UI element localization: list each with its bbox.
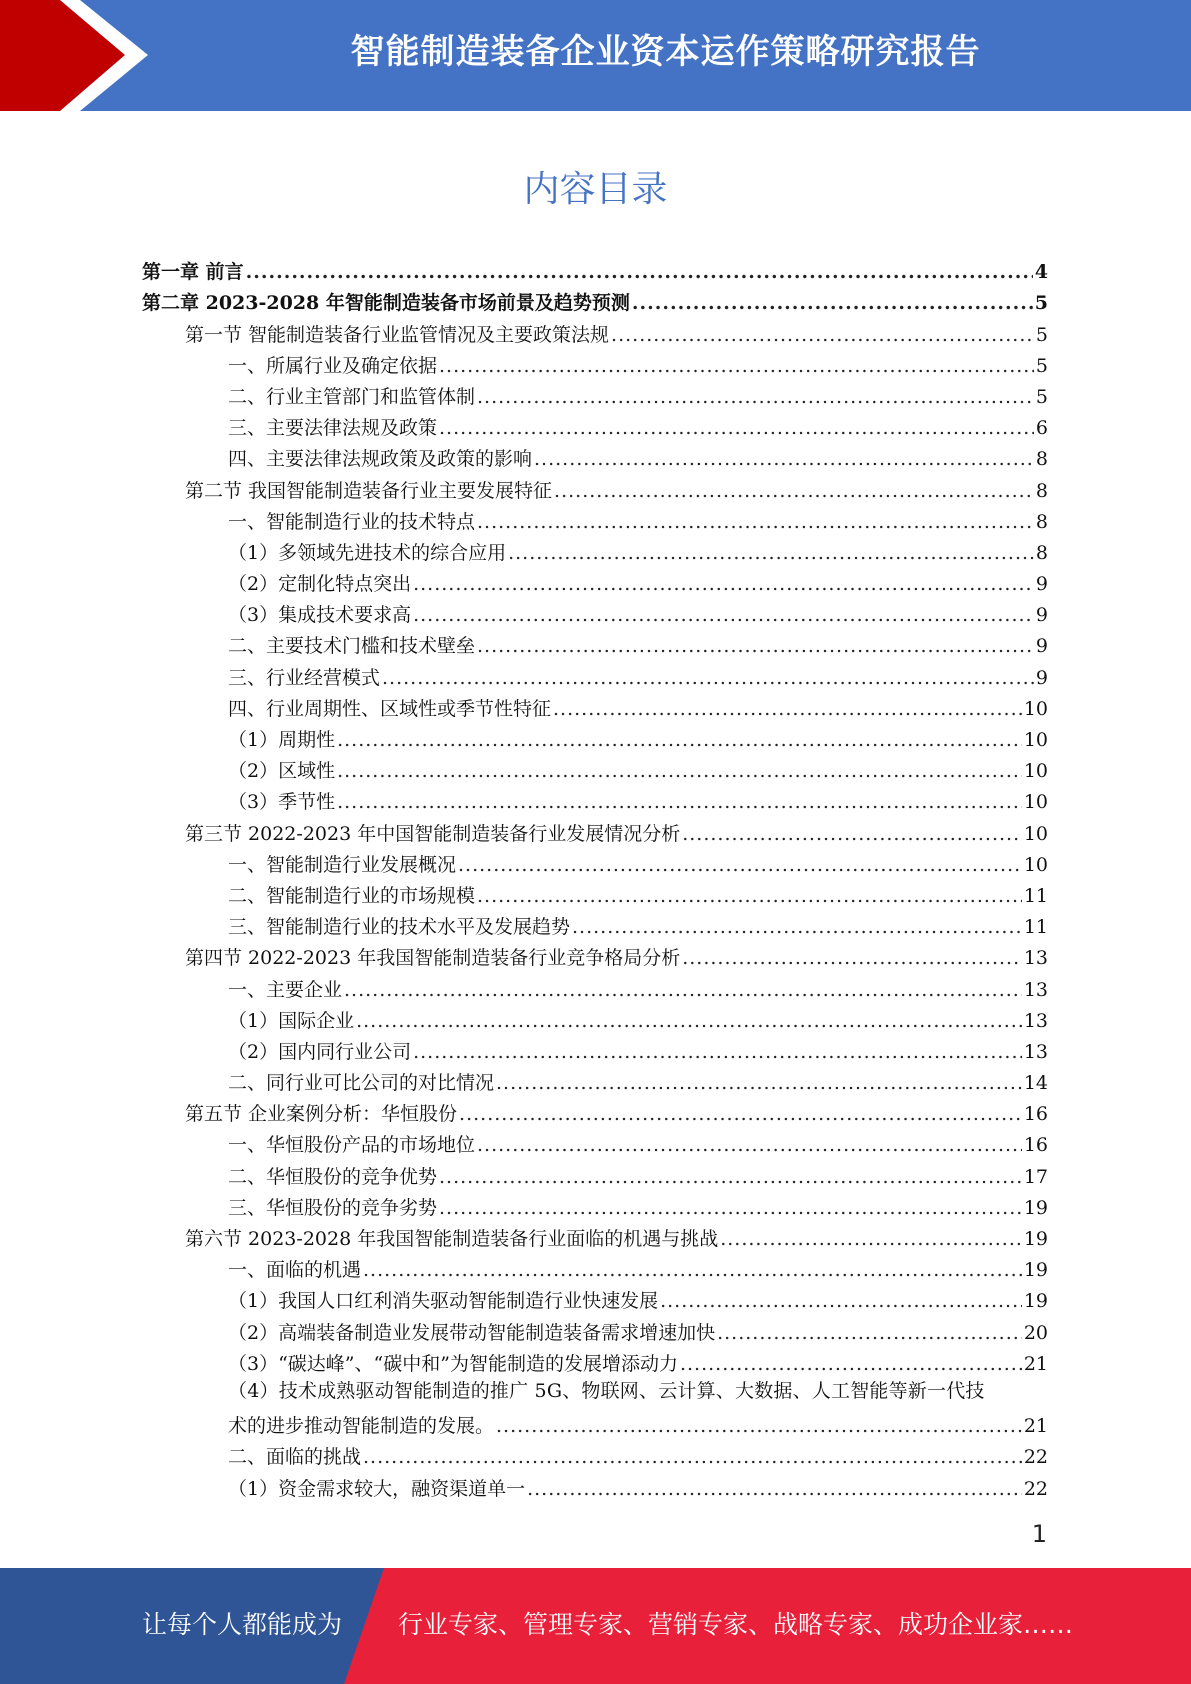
toc-entry[interactable] — [142, 1438, 1048, 1469]
toc-leader-dots — [534, 447, 1034, 471]
toc-entry[interactable] — [142, 846, 1048, 877]
toc-leader-dots — [477, 510, 1034, 534]
toc-leader-dots — [554, 479, 1034, 503]
toc-leader-dots — [660, 1289, 1022, 1313]
footer-slogan-left: 让每个人都能成为 — [142, 1610, 343, 1639]
toc-entry[interactable] — [142, 908, 1048, 939]
toc-entry[interactable] — [142, 1282, 1048, 1313]
toc-leader-dots — [413, 1040, 1022, 1064]
toc-page-number: 8 — [1035, 479, 1048, 502]
toc-entry-text: （1）周期性 — [228, 729, 336, 751]
toc-entry-text: 三、主要法律法规及政策 — [228, 417, 438, 440]
toc-page-number: 10 — [1023, 853, 1048, 876]
toc-page-number: 6 — [1035, 417, 1048, 440]
toc-page-number: 10 — [1023, 760, 1048, 783]
toc-entry-text: （1）国际企业 — [228, 1009, 355, 1032]
toc-page-number: 13 — [1023, 1009, 1048, 1032]
toc-leader-dots — [363, 1258, 1022, 1282]
toc-entry[interactable] — [142, 253, 1048, 284]
toc-page-number: 13 — [1023, 978, 1048, 1001]
toc-entry-text: 第五节 企业案例分析：华恒股份 — [185, 1103, 458, 1126]
toc-entry[interactable] — [142, 1095, 1048, 1126]
toc-entry-text: 第六节 2023-2028 年我国智能制造装备行业面临的机遇与挑战 — [185, 1228, 719, 1250]
toc-entry-text: （2）高端装备制造业发展带动智能制造装备需求增速加快 — [228, 1321, 716, 1344]
toc-entry[interactable] — [142, 1126, 1048, 1157]
toc-entry-text: 一、智能制造行业发展概况 — [228, 853, 457, 876]
toc-entry-text: （3）季节性 — [228, 791, 336, 814]
toc-entry-text: 一、智能制造行业的技术特点 — [228, 510, 476, 533]
toc-entry-text: 二、面临的挑战 — [228, 1446, 362, 1469]
toc-entry-text: 第四节 2022-2023 年我国智能制造装备行业竞争格局分析 — [185, 947, 681, 970]
toc-entry-text: （2）国内同行业公司 — [228, 1040, 412, 1063]
toc-page-number: 16 — [1023, 1103, 1048, 1126]
toc-leader-dots — [413, 572, 1034, 596]
toc-entry[interactable] — [142, 503, 1048, 534]
toc-leader-dots — [682, 822, 1022, 846]
toc-leader-dots — [477, 884, 1022, 908]
toc-leader-dots — [508, 541, 1034, 565]
toc-page-number: 8 — [1035, 541, 1048, 564]
toc-leader-dots — [337, 790, 1022, 814]
toc-page-number: 19 — [1023, 1259, 1048, 1282]
toc-entry[interactable] — [142, 1157, 1048, 1188]
toc-leader-dots — [572, 915, 1022, 939]
toc-entry[interactable] — [142, 939, 1048, 970]
toc-leader-dots — [527, 1477, 1022, 1501]
toc-entry-text: 二、华恒股份的竞争优势 — [228, 1165, 438, 1188]
toc-leader-dots — [246, 260, 1033, 284]
toc-leader-dots — [458, 853, 1022, 877]
toc-page-number: 21 — [1023, 1415, 1048, 1438]
report-title: 智能制造装备企业资本运作策略研究报告 — [350, 32, 981, 72]
toc-page-number: 22 — [1023, 1477, 1048, 1500]
toc-entry-text: 三、行业经营模式 — [228, 666, 381, 689]
toc-entry-text: （4）技术成熟驱动智能制造的推广 5G、物联网、云计算、大数据、人工智能等新一代技 — [228, 1379, 985, 1402]
toc-leader-dots — [682, 946, 1022, 970]
toc-page-number: 22 — [1023, 1446, 1048, 1469]
toc-page-number: 13 — [1023, 947, 1048, 970]
toc-page-number: 5 — [1035, 385, 1048, 408]
toc-entry[interactable] — [142, 783, 1048, 814]
toc-page-number: 8 — [1035, 510, 1048, 533]
toc-entry-text: 第一章 前言 — [142, 261, 244, 284]
toc-entry[interactable] — [142, 1376, 1048, 1438]
toc-leader-dots — [717, 1321, 1022, 1345]
toc-entry-text: 三、智能制造行业的技术水平及发展趋势 — [228, 916, 571, 939]
page-number: 1 — [1031, 1520, 1047, 1548]
header-arrow-icon — [0, 0, 220, 111]
toc-leader-dots — [363, 1445, 1022, 1469]
toc-page-number: 13 — [1023, 1040, 1048, 1063]
toc-page-number: 10 — [1023, 791, 1048, 814]
toc-entry[interactable] — [142, 284, 1048, 315]
toc-entry[interactable] — [142, 1220, 1048, 1251]
toc-entry-text: 三、华恒股份的竞争劣势 — [228, 1196, 438, 1219]
toc-page-number: 8 — [1035, 448, 1048, 471]
toc-leader-dots — [720, 1227, 1022, 1251]
toc-entry-text: 一、面临的机遇 — [228, 1259, 362, 1282]
toc-entry-text: （3）集成技术要求高 — [228, 604, 412, 627]
toc-entry[interactable] — [142, 690, 1048, 721]
toc-leader-dots — [439, 1165, 1022, 1189]
toc-entry[interactable] — [142, 752, 1048, 783]
toc-entry[interactable] — [142, 970, 1048, 1001]
toc-entry-text: 二、智能制造行业的市场规模 — [228, 884, 476, 907]
toc-page-number: 10 — [1023, 697, 1048, 720]
toc-entry[interactable] — [142, 877, 1048, 908]
header-banner — [0, 0, 1191, 111]
toc-entry[interactable] — [142, 440, 1048, 471]
toc-leader-dots — [356, 1009, 1022, 1033]
toc-entry[interactable] — [142, 1251, 1048, 1282]
toc-entry-text: 一、所属行业及确定依据 — [228, 354, 438, 377]
toc-entry[interactable] — [142, 814, 1048, 845]
toc-leader-dots — [477, 385, 1034, 409]
toc-entry[interactable] — [142, 721, 1048, 752]
toc-entry-text: 二、同行业可比公司的对比情况 — [228, 1072, 495, 1095]
toc-entry[interactable] — [142, 1033, 1048, 1064]
table-of-contents — [142, 253, 1048, 1501]
toc-entry-text-continued: 术的进步推动智能制造的发展。 — [228, 1415, 495, 1438]
toc-entry[interactable] — [142, 1313, 1048, 1344]
toc-entry-text: 四、行业周期性、区域性或季节性特征 — [228, 697, 552, 720]
toc-entry[interactable] — [142, 1469, 1048, 1500]
toc-entry[interactable] — [142, 347, 1048, 378]
toc-page-number: 19 — [1023, 1290, 1048, 1313]
toc-leader-dots — [496, 1071, 1022, 1095]
toc-leader-dots — [477, 1133, 1022, 1157]
toc-entry-text: （2）定制化特点突出 — [228, 573, 412, 596]
toc-entry[interactable] — [142, 1345, 1048, 1376]
toc-leader-dots — [337, 759, 1022, 783]
toc-page-number: 20 — [1023, 1321, 1048, 1344]
toc-page-number: 9 — [1035, 666, 1048, 689]
toc-entry-text: 第二节 我国智能制造装备行业主要发展特征 — [185, 479, 553, 502]
toc-leader-dots — [382, 666, 1034, 690]
toc-leader-dots — [439, 416, 1034, 440]
toc-entry[interactable] — [142, 409, 1048, 440]
toc-entry[interactable] — [142, 1189, 1048, 1220]
toc-leader-dots — [553, 697, 1022, 721]
toc-entry[interactable] — [142, 596, 1048, 627]
toc-leader-dots — [459, 1102, 1022, 1126]
footer-banner — [0, 1568, 1191, 1684]
toc-page-number: 14 — [1023, 1072, 1048, 1095]
toc-page-number: 21 — [1023, 1352, 1048, 1375]
toc-page-number: 9 — [1035, 635, 1048, 658]
toc-entry-text: 四、主要法律法规政策及政策的影响 — [228, 448, 533, 471]
toc-entry-text: 一、华恒股份产品的市场地位 — [228, 1134, 476, 1157]
toc-leader-dots — [611, 323, 1034, 347]
toc-entry-text: （1）多领域先进技术的综合应用 — [228, 541, 507, 564]
footer-slogan-right: 行业专家、管理专家、营销专家、战略专家、成功企业家…… — [398, 1610, 1074, 1639]
toc-leader-dots — [413, 603, 1034, 627]
toc-entry[interactable] — [142, 534, 1048, 565]
toc-page-number: 9 — [1035, 604, 1048, 627]
toc-page-number: 5 — [1035, 323, 1048, 346]
toc-leader-dots — [632, 291, 1033, 315]
toc-leader-dots — [680, 1352, 1022, 1376]
toc-leader-dots — [439, 1196, 1022, 1220]
toc-page-number: 11 — [1023, 884, 1048, 907]
toc-entry[interactable] — [142, 315, 1048, 346]
toc-page-number: 5 — [1034, 292, 1048, 315]
toc-entry-text: 一、主要企业 — [228, 978, 343, 1001]
toc-page-number: 11 — [1023, 916, 1048, 939]
toc-entry-text: （1）资金需求较大，融资渠道单一 — [228, 1477, 526, 1500]
toc-entry[interactable] — [142, 627, 1048, 658]
toc-entry[interactable] — [142, 378, 1048, 409]
toc-entry[interactable] — [142, 1064, 1048, 1095]
toc-leader-dots — [477, 634, 1034, 658]
toc-page-number: 9 — [1035, 573, 1048, 596]
toc-leader-dots — [439, 354, 1034, 378]
toc-page-number: 5 — [1035, 354, 1048, 377]
toc-page-number: 10 — [1023, 822, 1048, 845]
toc-page-number: 10 — [1023, 729, 1048, 751]
toc-entry-text: （1）我国人口红利消失驱动智能制造行业快速发展 — [228, 1290, 659, 1313]
toc-entry[interactable] — [142, 471, 1048, 502]
toc-entry-text: 二、行业主管部门和监管体制 — [228, 385, 476, 408]
toc-entry[interactable] — [142, 1002, 1048, 1033]
toc-entry[interactable] — [142, 565, 1048, 596]
toc-page-number: 17 — [1023, 1165, 1048, 1188]
toc-leader-dots — [496, 1414, 1022, 1438]
toc-leader-dots — [337, 728, 1022, 752]
toc-page-number: 16 — [1023, 1134, 1048, 1157]
toc-entry[interactable] — [142, 658, 1048, 689]
toc-entry-text: （2）区域性 — [228, 760, 336, 783]
toc-entry-text: （3）“碳达峰”、“碳中和”为智能制造的发展增添动力 — [228, 1352, 678, 1375]
toc-leader-dots — [344, 978, 1022, 1002]
toc-entry-text: 第二章 2023-2028 年智能制造装备市场前景及趋势预测 — [142, 292, 630, 315]
toc-page-number: 19 — [1023, 1228, 1048, 1250]
toc-entry-text: 第一节 智能制造装备行业监管情况及主要政策法规 — [185, 323, 610, 346]
toc-page-number: 19 — [1023, 1196, 1048, 1219]
toc-entry-text: 二、主要技术门槛和技术壁垒 — [228, 635, 476, 658]
toc-entry-text: 第三节 2022-2023 年中国智能制造装备行业发展情况分析 — [185, 822, 681, 845]
toc-heading: 内容目录 — [523, 169, 668, 210]
toc-page-number: 4 — [1034, 261, 1048, 284]
